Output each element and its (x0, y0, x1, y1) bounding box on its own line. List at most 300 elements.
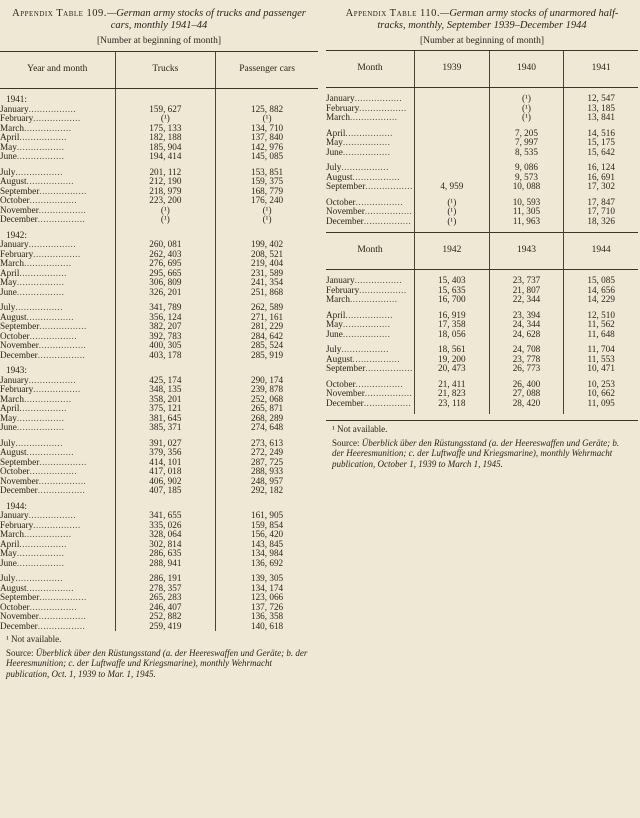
trucks-cell: 265, 283 (115, 593, 216, 603)
leader-dots: ................. (354, 94, 403, 103)
value-cell: 28, 420 (489, 399, 564, 409)
month-cell (0, 530, 115, 540)
trucks-cell: 223, 200 (115, 196, 216, 206)
value-cell: 8, 535 (489, 148, 564, 158)
leader-dots: ................. (15, 438, 63, 448)
month-cell (0, 187, 115, 197)
month-cell (326, 399, 414, 409)
table-row (0, 486, 318, 496)
table-110-subtitle: [Number at beginning of month] (419, 36, 544, 46)
month-cell (326, 330, 414, 340)
month-name: August (0, 177, 27, 186)
table-110-source-label: Source: (332, 437, 360, 448)
value-cell: 22, 344 (489, 295, 564, 305)
value-cell: 16, 124 (564, 163, 638, 173)
month-name: April (0, 539, 20, 549)
month-cell (0, 143, 115, 153)
month-name: August (326, 354, 353, 364)
leader-dots: ................. (23, 123, 72, 133)
month-name: November (0, 205, 39, 215)
leader-dots: ................. (342, 320, 391, 329)
trucks-cell: 278, 357 (115, 584, 216, 594)
value-cell: 10, 593 (489, 198, 564, 208)
value-cell: (¹) (414, 217, 489, 227)
trucks-cell: 335, 026 (115, 521, 216, 531)
value-cell: 20, 473 (414, 364, 489, 374)
passenger-cars-cell: 134, 984 (216, 549, 318, 559)
month-name: January (326, 276, 355, 285)
month-name: June (0, 423, 17, 432)
trucks-cell: (¹) (115, 114, 216, 124)
trucks-cell: 400, 305 (115, 341, 216, 351)
table-109-source (6, 648, 312, 680)
table-row (0, 215, 318, 225)
month-name: January (0, 240, 29, 249)
value-cell: 17, 710 (564, 207, 638, 217)
month-cell (0, 269, 115, 279)
leader-dots: ................. (28, 375, 77, 385)
passenger-cars-cell: 136, 358 (216, 612, 318, 622)
trucks-cell: 417, 018 (115, 467, 216, 477)
passenger-cars-cell: 143, 845 (216, 540, 318, 550)
table-row (326, 217, 638, 227)
leader-dots: ................. (33, 114, 81, 123)
month-name: July (0, 167, 16, 177)
value-cell: 13, 841 (564, 113, 638, 123)
passenger-cars-cell: 287, 725 (216, 458, 318, 468)
trucks-cell: 392, 783 (115, 332, 216, 342)
month-cell (0, 593, 115, 603)
passenger-cars-cell: (¹) (216, 206, 318, 216)
value-cell: (¹) (414, 207, 489, 217)
block2-header-year: 1943 (489, 233, 564, 270)
month-name: November (0, 341, 39, 350)
trucks-cell: 356, 124 (115, 313, 216, 323)
trucks-cell: 407, 185 (115, 486, 216, 496)
leader-dots: ................. (39, 186, 87, 196)
month-name: October (0, 331, 30, 341)
trucks-cell: 414, 101 (115, 458, 216, 468)
leader-dots: ................. (28, 511, 77, 520)
month-cell (0, 458, 115, 468)
passenger-cars-cell: 142, 976 (216, 143, 318, 153)
passenger-cars-cell: 159, 375 (216, 177, 318, 187)
trucks-cell: 288, 941 (115, 559, 216, 569)
month-name: March (0, 259, 24, 268)
table-110-block1 (326, 88, 638, 233)
table-row (326, 148, 638, 158)
month-name: December (0, 215, 38, 224)
leader-dots: ................. (345, 310, 393, 320)
passenger-cars-cell: 137, 726 (216, 603, 318, 613)
month-name: February (326, 103, 360, 113)
month-name: November (0, 612, 39, 621)
trucks-cell: 159, 627 (115, 105, 216, 115)
trucks-cell: 306, 809 (115, 278, 216, 288)
leader-dots: ................. (342, 329, 391, 339)
table-110-footnote: ¹ Not available. (332, 424, 388, 434)
month-name: January (0, 375, 29, 385)
block2-header-year: 1944 (564, 233, 638, 270)
month-cell (0, 395, 115, 405)
passenger-cars-cell: 268, 289 (216, 414, 318, 424)
month-name: January (326, 94, 355, 103)
month-cell (0, 288, 115, 298)
passenger-cars-cell: 156, 420 (216, 530, 318, 540)
trucks-cell: 262, 403 (115, 250, 216, 260)
value-cell: 9, 086 (489, 163, 564, 173)
month-cell (0, 322, 115, 332)
value-cell: 24, 628 (489, 330, 564, 340)
value-cell: (¹) (489, 113, 564, 123)
value-cell: 9, 573 (489, 173, 564, 183)
leader-dots: ................. (352, 172, 401, 182)
block1-header-year: 1940 (489, 51, 564, 88)
month-cell (0, 351, 115, 361)
value-cell: (¹) (414, 198, 489, 208)
month-cell (0, 448, 115, 458)
passenger-cars-cell: 123, 066 (216, 593, 318, 603)
passenger-cars-cell: 176, 240 (216, 196, 318, 206)
value-cell: 18, 326 (564, 217, 638, 227)
passenger-cars-cell: 290, 174 (216, 376, 318, 386)
month-name: September (326, 182, 366, 191)
month-cell (0, 549, 115, 559)
month-name: July (0, 574, 16, 583)
appendix-table-109 (0, 0, 318, 682)
month-cell (326, 364, 414, 374)
trucks-cell: 194, 414 (115, 152, 216, 162)
value-cell: 21, 823 (414, 389, 489, 399)
passenger-cars-cell: 199, 402 (216, 240, 318, 250)
month-name: October (0, 196, 30, 205)
month-name: January (0, 104, 29, 114)
month-cell (326, 286, 414, 296)
month-cell (0, 341, 115, 351)
value-cell: 19, 200 (414, 355, 489, 365)
passenger-cars-cell: 262, 589 (216, 303, 318, 313)
value-cell: 10, 471 (564, 364, 638, 374)
passenger-cars-cell: 208, 521 (216, 250, 318, 260)
month-cell (0, 467, 115, 477)
leader-dots: ................. (349, 295, 398, 304)
month-name: April (0, 133, 20, 142)
passenger-cars-cell: 285, 919 (216, 351, 318, 361)
table-109 (0, 51, 318, 631)
value-cell (414, 129, 489, 139)
leader-dots: ................. (37, 486, 86, 495)
passenger-cars-cell: 219, 404 (216, 259, 318, 269)
trucks-cell: 260, 081 (115, 240, 216, 250)
passenger-cars-cell: 125, 882 (216, 105, 318, 115)
leader-dots: ................. (342, 147, 391, 157)
leader-dots: ................. (37, 215, 86, 224)
trucks-cell: 286, 191 (115, 574, 216, 584)
value-cell: 11, 963 (489, 217, 564, 227)
leader-dots: ................. (26, 312, 75, 322)
leader-dots: ................. (341, 345, 389, 354)
value-cell: 27, 088 (489, 389, 564, 399)
value-cell: 16, 919 (414, 311, 489, 321)
value-cell: 10, 088 (489, 182, 564, 192)
value-cell: 10, 253 (564, 380, 638, 390)
month-name: May (326, 138, 343, 147)
month-name: March (0, 123, 24, 133)
trucks-cell: 348, 135 (115, 385, 216, 395)
month-name: July (0, 303, 16, 312)
month-cell (0, 313, 115, 323)
trucks-cell: 276, 695 (115, 259, 216, 269)
month-name: April (326, 310, 346, 320)
month-cell (0, 177, 115, 187)
month-name: August (0, 312, 27, 322)
month-cell (0, 423, 115, 433)
passenger-cars-cell: 281, 229 (216, 322, 318, 332)
month-cell (326, 345, 414, 355)
month-cell (0, 259, 115, 269)
month-name: September (326, 364, 366, 373)
table-110-source-text: Überblick über den Rüstungsstand (a. der Heereswaffen und Geräte; b. der Heeresmunition; c. der Luftwaffe und Kriegsmarine), monthly Wehrmacht publication, October 1, 1939 to March 1, 1945. (332, 437, 620, 469)
value-cell: 11, 095 (564, 399, 638, 409)
trucks-cell: 286, 635 (115, 549, 216, 559)
table-110-source (332, 438, 632, 470)
value-cell (414, 94, 489, 104)
passenger-cars-cell: 241, 354 (216, 278, 318, 288)
leader-dots: ................. (16, 558, 65, 568)
trucks-cell: 201, 112 (115, 168, 216, 178)
value-cell: 18, 561 (414, 345, 489, 355)
table-row (326, 364, 638, 374)
leader-dots: ................. (355, 379, 404, 389)
month-cell (0, 278, 115, 288)
month-cell (0, 385, 115, 395)
value-cell: 17, 847 (564, 198, 638, 208)
month-cell (326, 138, 414, 148)
leader-dots: ................. (349, 113, 398, 122)
value-cell: 4, 959 (414, 182, 489, 192)
month-cell (326, 207, 414, 217)
leader-dots: ................. (19, 539, 67, 549)
trucks-cell: 302, 814 (115, 540, 216, 550)
table-row (0, 152, 318, 162)
month-name: April (0, 268, 20, 278)
month-name: March (0, 530, 24, 539)
month-name: March (0, 394, 24, 404)
table-row (0, 423, 318, 433)
leader-dots: ................. (16, 152, 65, 161)
month-cell (0, 240, 115, 250)
month-name: February (0, 520, 34, 530)
leader-dots: ................. (16, 142, 65, 152)
passenger-cars-cell: 271, 161 (216, 313, 318, 323)
passenger-cars-cell: 231, 589 (216, 269, 318, 279)
month-cell (0, 439, 115, 449)
trucks-cell: 259, 419 (115, 622, 216, 632)
month-cell (326, 380, 414, 390)
block2-header-month: Month (326, 233, 414, 270)
leader-dots: ................. (39, 457, 87, 467)
trucks-cell: 185, 904 (115, 143, 216, 153)
month-cell (0, 477, 115, 487)
trucks-cell: 175, 133 (115, 124, 216, 134)
value-cell (414, 163, 489, 173)
table-row (326, 182, 638, 192)
table-109-footnote: ¹ Not available. (6, 634, 62, 644)
trucks-cell: 381, 645 (115, 414, 216, 424)
trucks-cell: 406, 902 (115, 477, 216, 487)
month-name: September (0, 186, 40, 196)
value-cell: 11, 704 (564, 345, 638, 355)
table-109-subtitle: [Number at beginning of month] (96, 36, 221, 46)
block2-header-year: 1942 (414, 233, 489, 270)
month-cell (0, 105, 115, 115)
month-name: September (0, 593, 40, 602)
passenger-cars-cell: 161, 905 (216, 511, 318, 521)
month-name: October (0, 602, 30, 612)
passenger-cars-cell: 136, 692 (216, 559, 318, 569)
leader-dots: ................. (354, 276, 403, 285)
leader-dots: ................. (38, 476, 87, 486)
table-110-title (326, 8, 638, 32)
month-name: August (0, 448, 27, 457)
value-cell: 21, 411 (414, 380, 489, 390)
month-cell (0, 622, 115, 632)
passenger-cars-cell: 134, 174 (216, 584, 318, 594)
leader-dots: ................. (15, 167, 63, 177)
month-cell (0, 521, 115, 531)
month-name: August (0, 583, 27, 593)
trucks-cell: 218, 979 (115, 187, 216, 197)
value-cell: 15, 642 (564, 148, 638, 158)
value-cell: 15, 403 (414, 276, 489, 286)
month-name: May (0, 142, 17, 152)
trucks-cell: 358, 201 (115, 395, 216, 405)
year-label: 1944: (6, 501, 27, 511)
block1-header-month: Month (326, 51, 414, 88)
month-cell (0, 124, 115, 134)
leader-dots: ................. (26, 448, 75, 457)
month-cell (0, 168, 115, 178)
passenger-cars-cell: 292, 182 (216, 486, 318, 496)
table-110-notes (326, 424, 638, 469)
value-cell: 12, 510 (564, 311, 638, 321)
month-cell (0, 206, 115, 216)
month-name: February (0, 114, 34, 123)
leader-dots: ................. (16, 287, 65, 297)
value-cell: 16, 700 (414, 295, 489, 305)
passenger-cars-cell: 168, 779 (216, 187, 318, 197)
value-cell (414, 113, 489, 123)
month-name: September (0, 322, 40, 331)
value-cell: 13, 185 (564, 104, 638, 114)
table-109-source-label: Source: (6, 647, 34, 658)
table-row (326, 399, 638, 409)
month-cell (0, 250, 115, 260)
trucks-cell: 341, 789 (115, 303, 216, 313)
month-name: November (326, 207, 365, 216)
month-name: July (0, 438, 16, 448)
block1-header-year: 1939 (414, 51, 489, 88)
table-110 (326, 50, 638, 414)
month-name: July (326, 345, 342, 354)
leader-dots: ................. (363, 216, 412, 226)
trucks-cell: 182, 188 (115, 133, 216, 143)
passenger-cars-cell: 248, 957 (216, 477, 318, 487)
value-cell: 17, 358 (414, 320, 489, 330)
month-cell (326, 94, 414, 104)
leader-dots: ................. (33, 520, 81, 530)
leader-dots: ................. (352, 354, 401, 364)
month-name: June (326, 329, 343, 339)
leader-dots: ................. (16, 423, 65, 432)
month-name: February (0, 249, 34, 259)
value-cell: 16, 691 (564, 173, 638, 183)
trucks-cell: 425, 174 (115, 376, 216, 386)
month-cell (326, 217, 414, 227)
leader-dots: ................. (365, 182, 413, 191)
leader-dots: ................. (29, 331, 78, 341)
trucks-cell: 382, 207 (115, 322, 216, 332)
month-cell (0, 196, 115, 206)
passenger-cars-cell: 137, 840 (216, 133, 318, 143)
month-cell (0, 376, 115, 386)
month-cell (0, 486, 115, 496)
month-cell (0, 152, 115, 162)
month-name: December (0, 621, 38, 631)
month-cell (326, 113, 414, 123)
value-cell (414, 148, 489, 158)
leader-dots: ................. (19, 404, 67, 413)
month-name: September (0, 457, 40, 467)
month-name: May (0, 278, 17, 287)
passenger-cars-cell: 252, 068 (216, 395, 318, 405)
value-cell: 15, 635 (414, 286, 489, 296)
block1-header-year: 1941 (564, 51, 638, 88)
month-cell (0, 303, 115, 313)
table-110-rule (326, 420, 638, 421)
year-label: 1942: (6, 230, 27, 240)
value-cell (414, 138, 489, 148)
month-name: October (326, 197, 356, 207)
leader-dots: ................. (23, 394, 72, 404)
appendix-table-110 (326, 0, 638, 472)
table-row (326, 330, 638, 340)
month-name: October (0, 467, 30, 476)
month-cell (326, 295, 414, 305)
table-110-label: Appendix Table 110. (345, 8, 440, 19)
value-cell: 15, 085 (564, 276, 638, 286)
month-cell (326, 173, 414, 183)
spacer-row (326, 408, 638, 414)
month-name: June (0, 152, 17, 161)
leader-dots: ................. (37, 350, 86, 360)
passenger-cars-cell: (¹) (216, 215, 318, 225)
leader-dots: ................. (23, 530, 72, 539)
value-cell: 12, 547 (564, 94, 638, 104)
month-cell (0, 540, 115, 550)
table-row (0, 622, 318, 632)
month-cell (0, 612, 115, 622)
value-cell: 21, 807 (489, 286, 564, 296)
year-label: 1941: (6, 95, 27, 104)
trucks-cell: 385, 371 (115, 423, 216, 433)
month-cell (0, 404, 115, 414)
value-cell: 26, 773 (489, 364, 564, 374)
value-cell: 26, 400 (489, 380, 564, 390)
trucks-cell: 326, 201 (115, 288, 216, 298)
trucks-cell: 379, 356 (115, 448, 216, 458)
leader-dots: ................. (365, 364, 413, 373)
